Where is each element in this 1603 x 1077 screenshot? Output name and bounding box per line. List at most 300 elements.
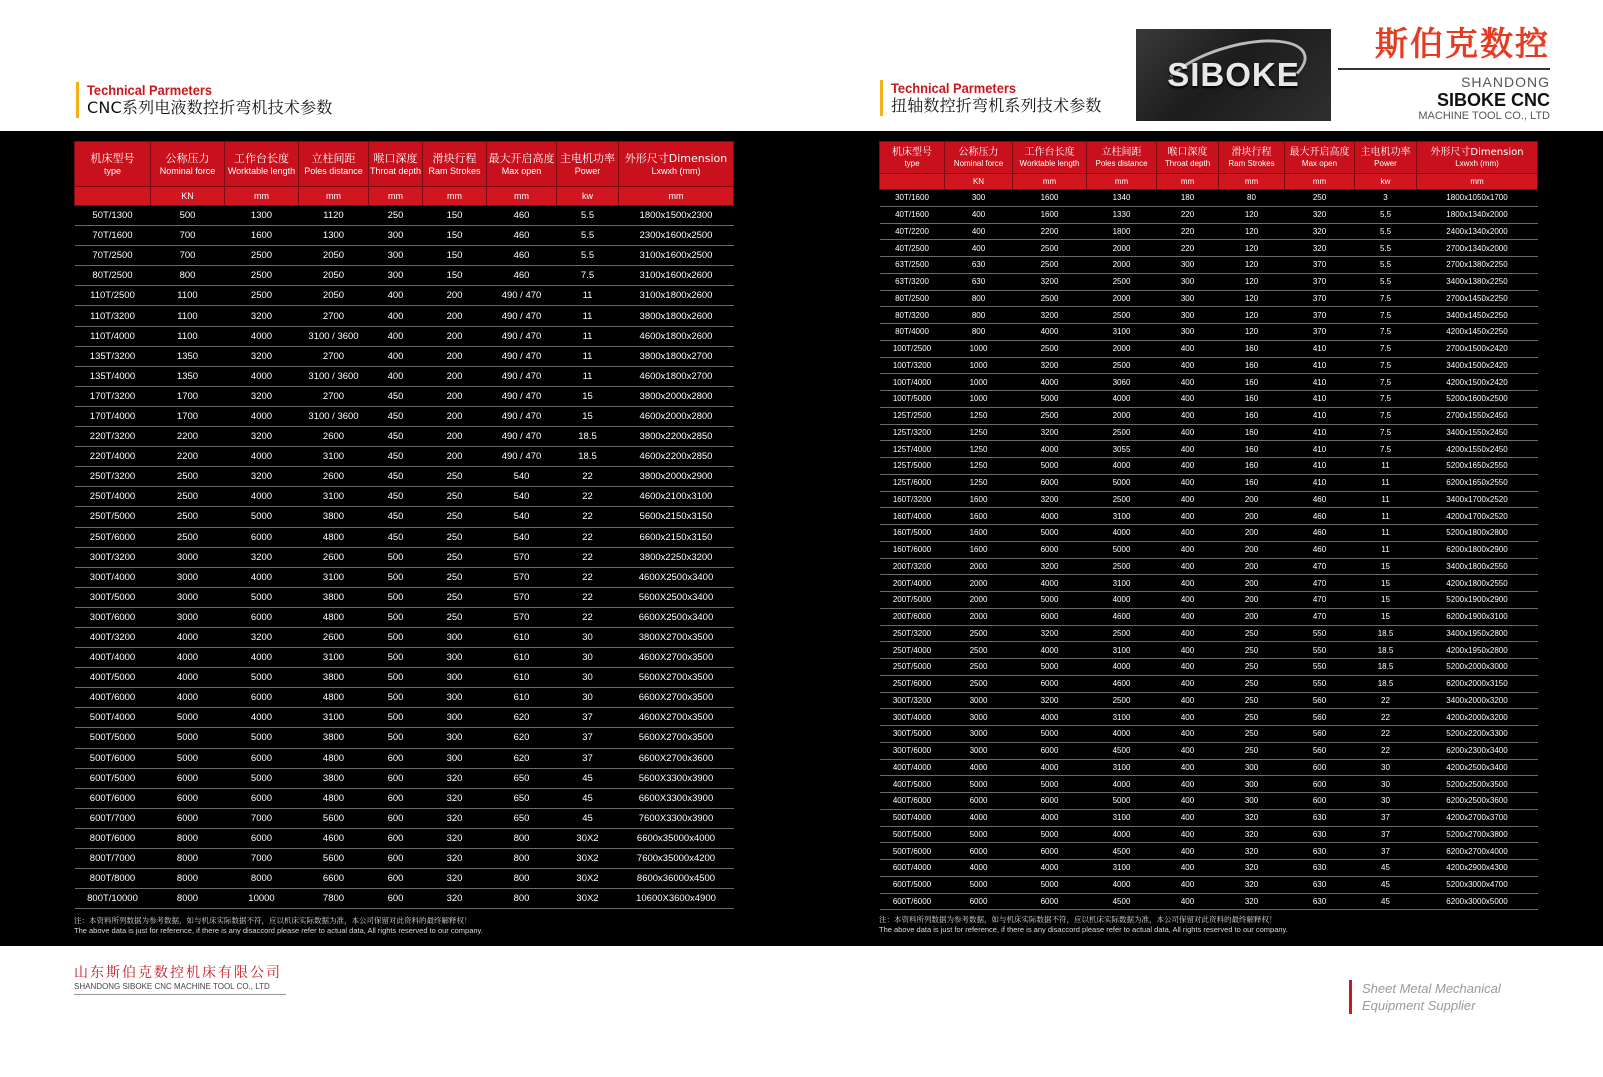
column-header-cn: 公称压力 [958,147,999,158]
table-cell: 600T/6000 [880,893,945,910]
table-cell: 4200x1700x2520 [1417,508,1538,525]
table-cell: 600T/5000 [880,876,945,893]
table-cell: 30 [557,648,619,668]
table-cell: 5200x1900x2900 [1417,592,1538,609]
table-cell: 4600x2000x2800 [619,406,734,426]
table-cell: 630 [945,257,1013,274]
table-cell: 120 [1219,240,1285,257]
table-row [880,659,1538,676]
table-row [75,527,734,547]
table-cell: 400 [1157,625,1219,642]
table-cell: 300 [1219,793,1285,810]
table-cell: 300 [423,668,487,688]
table-cell: 490 / 470 [487,447,557,467]
table-cell: 6600 [299,869,369,889]
column-header [557,142,619,187]
table-cell: 37 [557,748,619,768]
table-cell: 3100 / 3600 [299,406,369,426]
table-cell: 5200x3000x4700 [1417,876,1538,893]
column-header [1087,142,1157,174]
column-header [1219,142,1285,174]
right-spec-table [879,141,1538,910]
table-cell: 2200 [1013,223,1087,240]
table-cell: 450 [369,527,423,547]
brand-line-2: SIBOKE CNC [1436,90,1550,110]
table-cell: 540 [487,467,557,487]
table-cell: 6000 [1013,474,1087,491]
unit-cell: mm [1087,174,1157,190]
table-cell: 400T/6000 [880,793,945,810]
table-cell: 135T/3200 [75,346,151,366]
table-cell: 320 [1219,860,1285,877]
table-cell: 400 [945,240,1013,257]
table-cell: 600 [369,808,423,828]
right-heading-en: Technical Parmeters [891,80,1017,96]
table-cell: 200 [1219,491,1285,508]
table-row [880,273,1538,290]
table-cell: 6000 [1013,893,1087,910]
table-cell: 450 [369,427,423,447]
table-cell: 400 [1157,407,1219,424]
table-cell: 4800 [299,688,369,708]
table-cell: 300 [1157,324,1219,341]
table-cell: 3200 [1013,357,1087,374]
table-cell: 3055 [1087,441,1157,458]
table-cell: 800 [487,889,557,909]
table-cell: 300 [1157,273,1219,290]
table-cell: 40T/2200 [880,223,945,240]
table-cell: 540 [487,487,557,507]
table-cell: 7.5 [1355,407,1417,424]
table-cell: 3100 / 3600 [299,366,369,386]
table-cell: 37 [557,728,619,748]
table-cell: 3000 [945,726,1013,743]
table-cell: 410 [1285,374,1355,391]
table-row [880,525,1538,542]
table-cell: 125T/4000 [880,441,945,458]
table-cell: 1600 [945,491,1013,508]
table-row [75,266,734,286]
table-cell: 22 [557,567,619,587]
table-cell: 110T/3200 [75,306,151,326]
table-cell: 1000 [945,391,1013,408]
table-cell: 2700x1340x2000 [1417,240,1538,257]
table-cell: 1250 [945,407,1013,424]
table-cell: 400 [1157,860,1219,877]
table-row [880,742,1538,759]
table-cell: 2200 [151,447,225,467]
table-row [880,240,1538,257]
column-header [75,142,151,187]
table-cell: 300 [1157,307,1219,324]
table-cell: 600 [369,788,423,808]
table-cell: 2500 [945,675,1013,692]
table-cell: 300 [369,266,423,286]
table-cell: 500T/4000 [75,708,151,728]
table-cell: 200 [423,346,487,366]
column-header-cn: 立柱间距 [1101,147,1142,158]
right-section-heading [880,80,1102,116]
table-cell: 300 [423,708,487,728]
table-cell: 8000 [151,889,225,909]
table-cell: 11 [557,346,619,366]
column-header-cn: 公称压力 [165,151,210,165]
table-cell: 800 [945,290,1013,307]
table-cell: 320 [423,889,487,909]
table-cell: 450 [369,507,423,527]
table-cell: 3100 [1087,508,1157,525]
table-cell: 3100 [299,567,369,587]
table-cell: 4000 [1013,374,1087,391]
table-cell: 1600 [225,226,299,246]
table-cell: 4000 [225,326,299,346]
table-cell: 200 [423,326,487,346]
table-cell: 600 [1285,793,1355,810]
table-cell: 4000 [945,759,1013,776]
table-cell: 37 [1355,809,1417,826]
table-cell: 300 [423,648,487,668]
table-cell: 4200x1950x2800 [1417,642,1538,659]
unit-cell: mm [299,187,369,206]
table-cell: 5600X2500x3400 [619,587,734,607]
table-cell: 2600 [299,467,369,487]
table-cell: 4000 [1013,508,1087,525]
table-cell: 800T/7000 [75,849,151,869]
table-cell: 250 [1219,625,1285,642]
table-cell: 1600 [945,525,1013,542]
unit-cell: mm [423,187,487,206]
table-cell: 600 [369,828,423,848]
table-cell: 5200x2700x3800 [1417,826,1538,843]
tagline-line-2: Equipment Supplier [1362,998,1476,1013]
table-cell: 490 / 470 [487,406,557,426]
table-row [880,575,1538,592]
table-row [880,625,1538,642]
table-row [880,876,1538,893]
table-cell: 2500 [1087,357,1157,374]
table-cell: 3800x2250x3200 [619,547,734,567]
table-cell: 22 [1355,726,1417,743]
table-cell: 4000 [1013,441,1087,458]
table-cell: 5.5 [1355,240,1417,257]
table-cell: 4200x1500x2420 [1417,374,1538,391]
table-cell: 3800 [299,728,369,748]
table-cell: 570 [487,567,557,587]
table-cell: 470 [1285,575,1355,592]
table-cell: 5600 [299,849,369,869]
table-cell: 6600X2700x3600 [619,748,734,768]
left-section-heading [76,82,333,118]
table-cell: 200 [1219,558,1285,575]
table-cell: 400T/5000 [75,668,151,688]
table-cell: 4600X2700x3500 [619,648,734,668]
table-cell: 400 [1157,809,1219,826]
table-cell: 2200 [151,427,225,447]
table-cell: 2050 [299,286,369,306]
table-cell: 18.5 [557,427,619,447]
table-cell: 500T/4000 [880,809,945,826]
table-cell: 3100 [1087,860,1157,877]
table-cell: 5200x1600x2500 [1417,391,1538,408]
table-cell: 460 [487,226,557,246]
table-cell: 410 [1285,458,1355,475]
table-cell: 30X2 [557,869,619,889]
table-cell: 5600X2700x3500 [619,668,734,688]
table-cell: 370 [1285,290,1355,307]
table-cell: 120 [1219,307,1285,324]
column-header-cn: 机床型号 [892,147,932,158]
table-cell: 400 [1157,742,1219,759]
table-row [75,607,734,627]
table-cell: 2500 [1013,340,1087,357]
table-cell: 410 [1285,424,1355,441]
table-cell: 2000 [945,558,1013,575]
table-cell: 6200x1650x2550 [1417,474,1538,491]
table-cell: 320 [423,808,487,828]
table-cell: 3000 [945,742,1013,759]
table-cell: 300T/6000 [75,607,151,627]
table-cell: 4000 [151,648,225,668]
table-cell: 5000 [225,728,299,748]
table-row [880,508,1538,525]
table-cell: 100T/2500 [880,340,945,357]
table-cell: 6000 [151,788,225,808]
column-header [1013,142,1087,174]
table-cell: 6000 [945,893,1013,910]
table-cell: 320 [1219,826,1285,843]
table-cell: 2500 [151,507,225,527]
table-cell: 1340 [1087,190,1157,207]
table-cell: 200 [1219,592,1285,609]
table-cell: 18.5 [1355,675,1417,692]
table-cell: 3800x1800x2600 [619,306,734,326]
table-cell: 500 [369,587,423,607]
table-cell: 1600 [945,508,1013,525]
table-cell: 220T/3200 [75,427,151,447]
table-cell: 570 [487,587,557,607]
table-cell: 200 [1219,508,1285,525]
table-cell: 5000 [1013,876,1087,893]
table-cell: 200 [423,386,487,406]
table-cell: 400 [369,326,423,346]
column-header [619,142,734,187]
table-cell: 3200 [225,386,299,406]
table-cell: 400 [1157,374,1219,391]
table-row [880,340,1538,357]
table-row [880,223,1538,240]
table-cell: 470 [1285,558,1355,575]
table-cell: 400 [1157,491,1219,508]
table-cell: 4000 [225,447,299,467]
table-cell: 4600X2700x3500 [619,708,734,728]
table-cell: 3800X2700x3500 [619,627,734,647]
table-cell: 2500 [1087,625,1157,642]
table-units-row [880,174,1538,190]
table-cell: 400 [1157,659,1219,676]
table-cell: 7.5 [557,266,619,286]
table-cell: 11 [1355,474,1417,491]
table-cell: 4000 [1087,726,1157,743]
table-cell: 1800x1340x2000 [1417,206,1538,223]
table-cell: 5.5 [557,226,619,246]
table-cell: 200T/5000 [880,592,945,609]
table-cell: 630 [1285,809,1355,826]
table-cell: 30 [557,668,619,688]
table-cell: 5.5 [557,246,619,266]
table-cell: 6000 [151,768,225,788]
table-cell: 160 [1219,340,1285,357]
table-row [75,627,734,647]
table-cell: 7.5 [1355,424,1417,441]
column-header-en: Max open [501,165,542,176]
table-cell: 3400x1550x2450 [1417,424,1538,441]
table-cell: 7000 [225,849,299,869]
table-cell: 22 [1355,742,1417,759]
table-cell: 1700 [151,406,225,426]
table-cell: 5000 [225,668,299,688]
table-cell: 250 [1219,726,1285,743]
table-cell: 490 / 470 [487,386,557,406]
table-cell: 400 [945,223,1013,240]
brand-name-cn: 斯伯克数控 [1375,24,1550,63]
table-units-row [75,187,734,206]
table-cell: 135T/4000 [75,366,151,386]
unit-cell: mm [1285,174,1355,190]
table-cell: 400 [1157,642,1219,659]
table-cell: 7.5 [1355,374,1417,391]
table-cell: 300T/3200 [75,547,151,567]
table-cell: 80T/2500 [75,266,151,286]
table-cell: 3200 [225,547,299,567]
table-cell: 1800x1500x2300 [619,206,734,226]
table-cell: 620 [487,728,557,748]
table-cell: 4800 [299,527,369,547]
table-cell: 400 [1157,558,1219,575]
table-cell: 200 [423,406,487,426]
table-cell: 18.5 [1355,625,1417,642]
table-cell: 6000 [1013,742,1087,759]
table-cell: 2500 [1087,424,1157,441]
table-cell: 410 [1285,441,1355,458]
table-cell: 3200 [225,627,299,647]
table-cell: 6600x2150x3150 [619,527,734,547]
table-cell: 600 [369,849,423,869]
table-cell: 3800x2200x2850 [619,427,734,447]
table-cell: 610 [487,627,557,647]
table-cell: 6000 [945,843,1013,860]
table-cell: 160 [1219,441,1285,458]
table-row [880,608,1538,625]
table-cell: 490 / 470 [487,366,557,386]
table-cell: 250T/6000 [880,675,945,692]
table-cell: 2500 [1013,407,1087,424]
table-cell: 1800 [1087,223,1157,240]
table-cell: 7.5 [1355,340,1417,357]
table-cell: 2500 [151,487,225,507]
table-cell: 15 [1355,558,1417,575]
table-cell: 4000 [1013,759,1087,776]
table-cell: 3200 [1013,424,1087,441]
column-header-cn: 喉口深度 [373,151,418,165]
table-cell: 250 [423,467,487,487]
table-cell: 8000 [225,869,299,889]
column-header-cn: 机床型号 [90,151,135,165]
table-cell: 800T/6000 [75,828,151,848]
table-cell: 600 [369,869,423,889]
table-cell: 80T/4000 [880,324,945,341]
table-cell: 125T/5000 [880,458,945,475]
table-cell: 630 [1285,826,1355,843]
table-cell: 800 [151,266,225,286]
table-cell: 250T/5000 [75,507,151,527]
table-row [75,849,734,869]
table-cell: 125T/3200 [880,424,945,441]
table-cell: 4000 [225,648,299,668]
table-cell: 2500 [225,246,299,266]
table-cell: 4000 [1087,826,1157,843]
unit-cell: mm [1417,174,1538,190]
table-cell: 5000 [1013,826,1087,843]
table-cell: 2500 [1013,240,1087,257]
table-row [880,458,1538,475]
table-cell: 6000 [225,828,299,848]
table-cell: 120 [1219,324,1285,341]
unit-cell [880,174,945,190]
table-cell: 4600 [1087,608,1157,625]
table-cell: 450 [369,447,423,467]
table-cell: 500 [369,567,423,587]
table-cell: 300T/4000 [880,709,945,726]
table-cell: 250T/3200 [880,625,945,642]
table-cell: 3200 [225,427,299,447]
table-cell: 400 [1157,793,1219,810]
table-cell: 4500 [1087,893,1157,910]
table-row [880,843,1538,860]
table-cell: 120 [1219,223,1285,240]
table-cell: 300 [369,226,423,246]
table-cell: 3800 [299,768,369,788]
table-cell: 40T/2500 [880,240,945,257]
table-cell: 4500 [1087,843,1157,860]
footer-company [74,964,286,995]
table-cell: 2700 [299,346,369,366]
table-cell: 570 [487,547,557,567]
table-cell: 5000 [151,708,225,728]
table-cell: 620 [487,748,557,768]
table-cell: 250 [423,507,487,527]
table-cell: 500 [369,708,423,728]
table-cell: 4000 [1013,575,1087,592]
table-cell: 400 [1157,726,1219,743]
table-row [880,491,1538,508]
table-cell: 2700 [299,386,369,406]
table-cell: 220 [1157,206,1219,223]
table-cell: 3000 [151,587,225,607]
table-cell: 460 [487,246,557,266]
table-cell: 650 [487,788,557,808]
table-cell: 200 [423,447,487,467]
table-cell: 6600X2700x3500 [619,688,734,708]
table-cell: 400 [1157,391,1219,408]
table-cell: 200T/6000 [880,608,945,625]
siboke-logo [1136,29,1331,121]
table-cell: 3200 [225,306,299,326]
table-cell: 6000 [151,808,225,828]
table-cell: 40T/1600 [880,206,945,223]
table-cell: 490 / 470 [487,326,557,346]
table-cell: 400 [1157,541,1219,558]
table-cell: 3000 [945,709,1013,726]
